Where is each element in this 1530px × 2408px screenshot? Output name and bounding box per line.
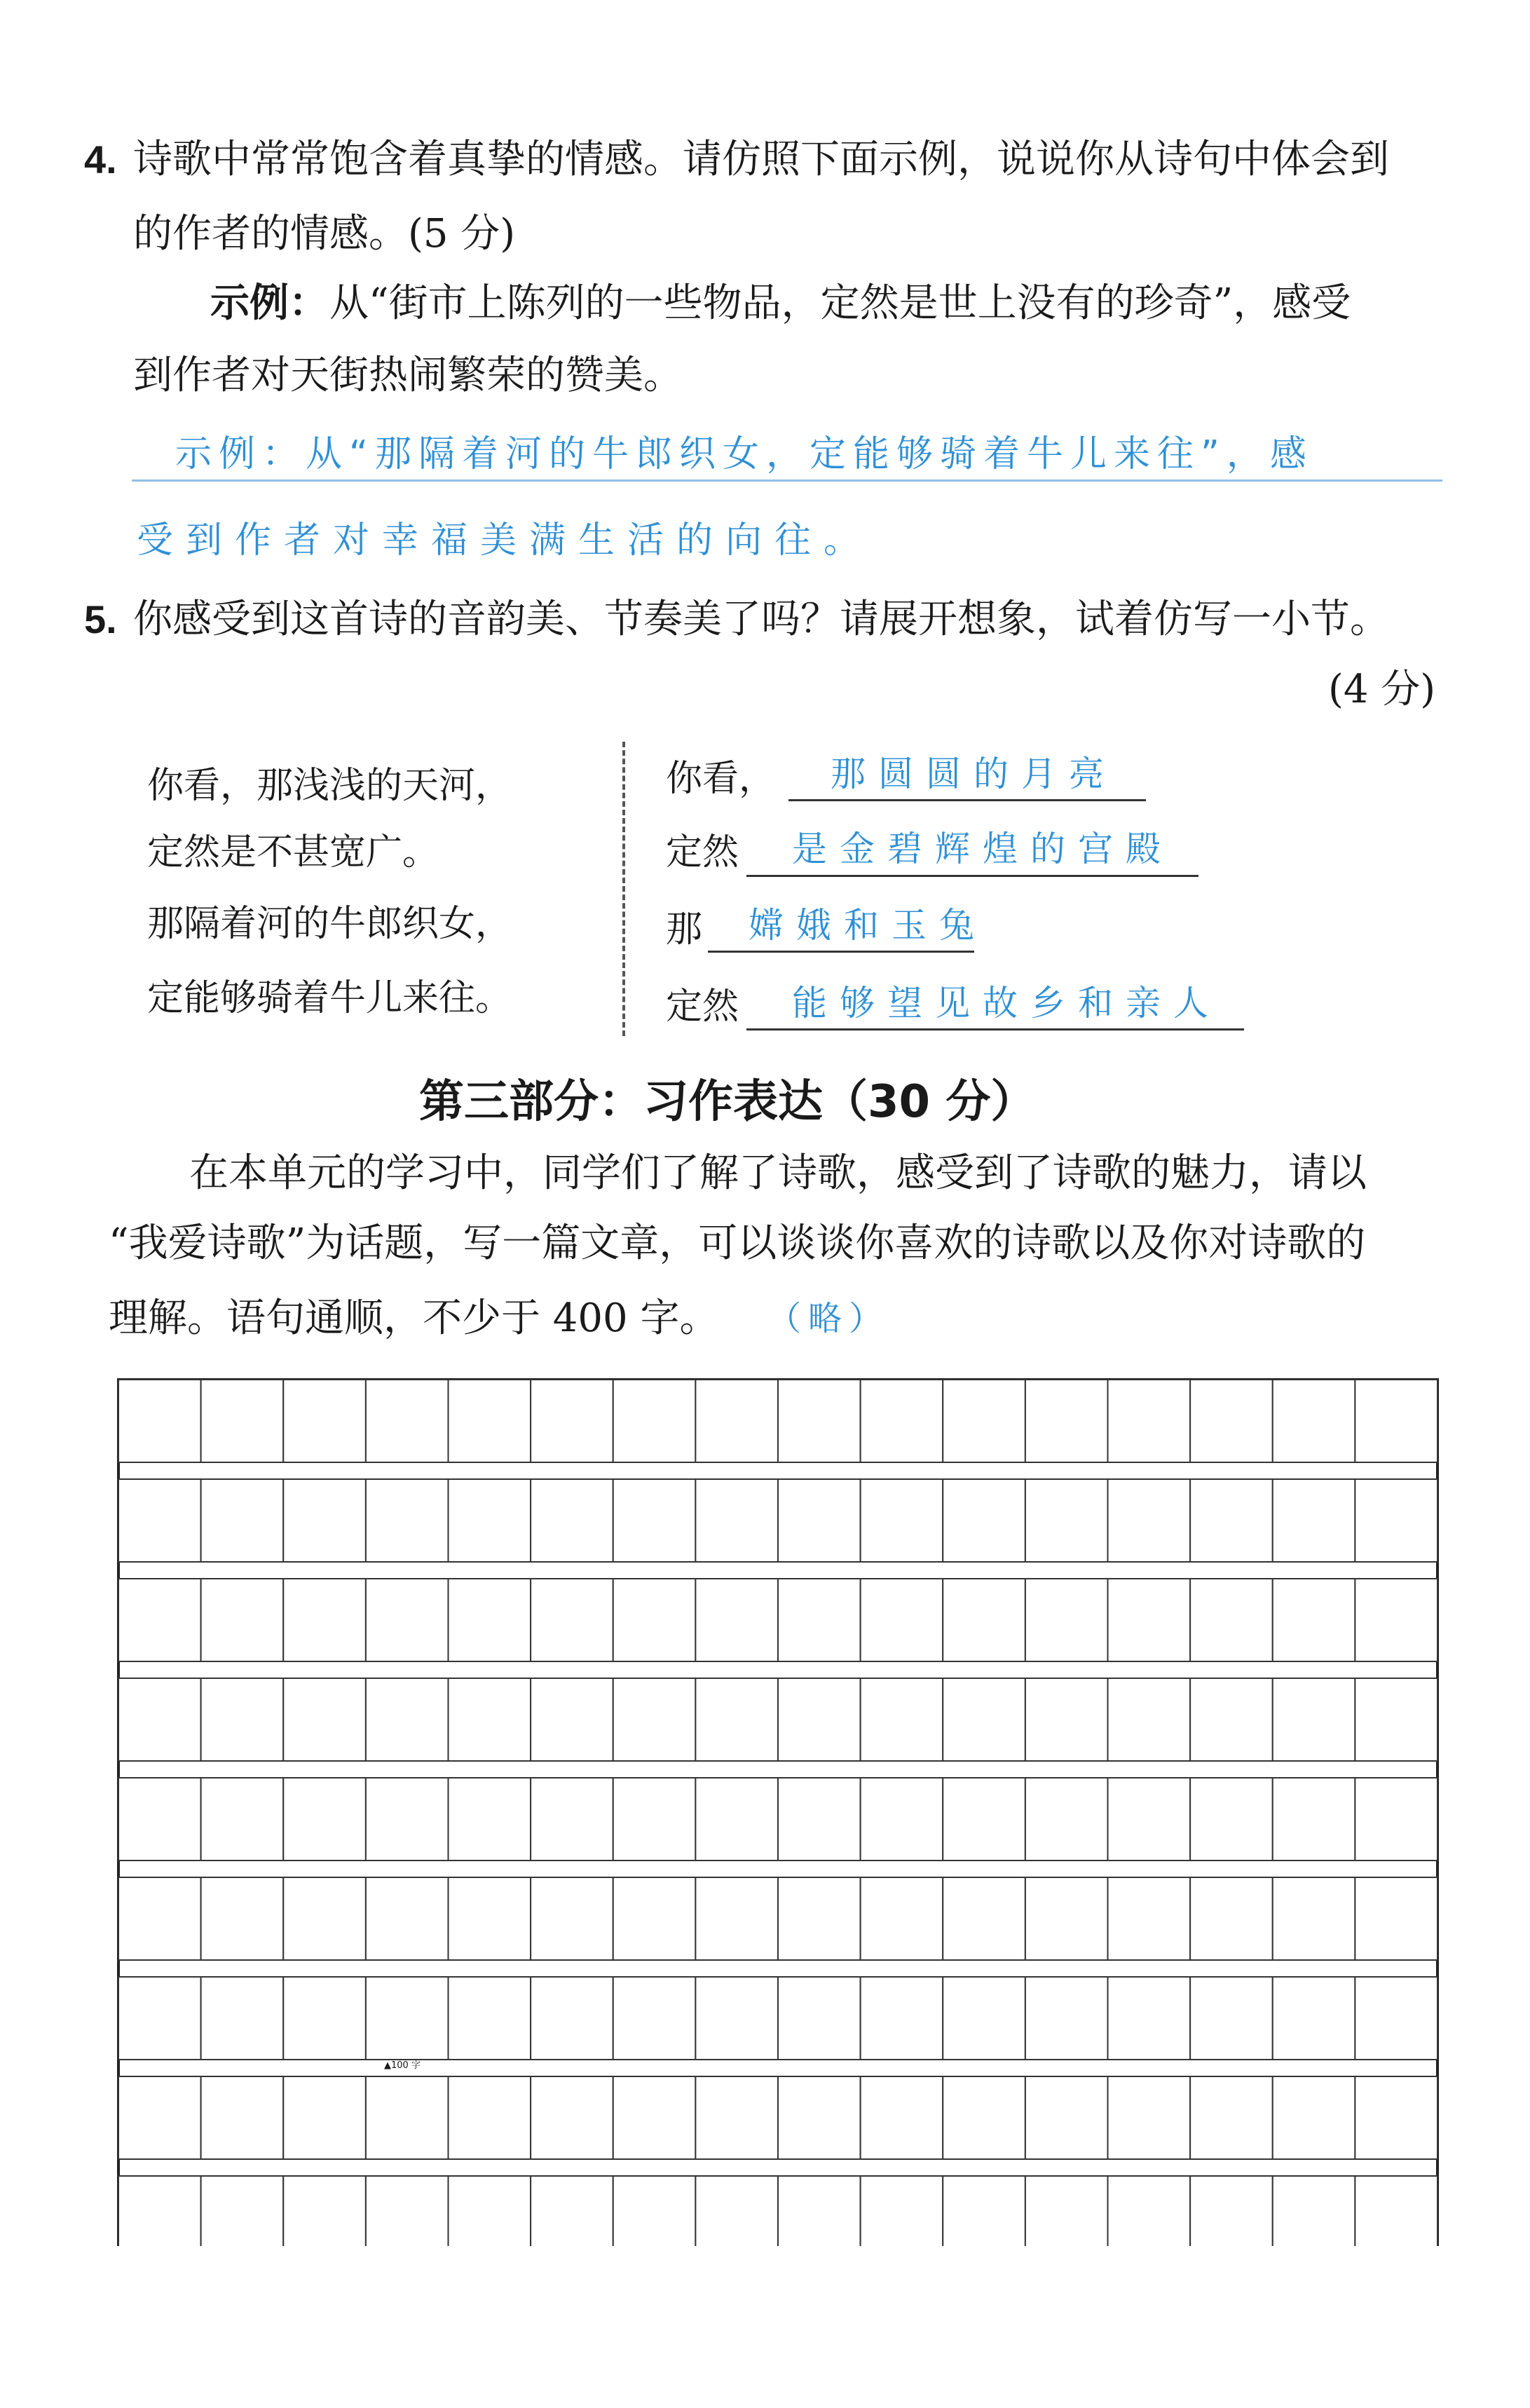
grid-cell [695, 1380, 778, 1462]
grid-cell [1025, 2176, 1108, 2246]
grid-cell [1025, 1778, 1108, 1861]
grid-cell [943, 1778, 1025, 1861]
imitation-blank-3 [708, 951, 974, 953]
grid-cell [861, 1479, 943, 1562]
grid-cell [1355, 1380, 1437, 1462]
grid-cell [531, 1579, 613, 1661]
grid-row [118, 1380, 1437, 1462]
q4-example-line2: 到作者对天街热闹繁荣的赞美。 [133, 353, 683, 398]
grid-cell [1190, 1579, 1273, 1661]
grid-cell [778, 1877, 861, 1960]
grid-cell [1273, 1579, 1355, 1661]
grid-cell [613, 1778, 696, 1861]
grid-cell [531, 1877, 613, 1960]
grid-cell [283, 1579, 366, 1661]
grid-cell [1025, 2076, 1108, 2159]
grid-cell [778, 1778, 861, 1861]
grid-cell [861, 1380, 943, 1462]
grid-cell [283, 1778, 366, 1861]
q4-answer-line2: 受到作者对幸福美满生活的向往。 [137, 519, 873, 562]
grid-cell [449, 1579, 531, 1661]
grid-cell [695, 1678, 778, 1761]
grid-row [118, 1479, 1437, 1562]
grid-cell [1273, 1380, 1355, 1462]
grid-cell [449, 1479, 531, 1562]
grid-cell [449, 2076, 531, 2159]
grid-cell [1273, 1977, 1355, 2060]
grid-row [118, 1678, 1437, 1761]
imitation-answer-4: 能够望见故乡和亲人 [792, 983, 1221, 1023]
grid-row [118, 1877, 1437, 1960]
grid-cell [366, 1977, 449, 2060]
grid-cell [449, 2176, 531, 2246]
grid-cell [943, 2176, 1025, 2246]
imitation-prompt-2: 定然 [666, 831, 739, 873]
grid-cell [778, 1479, 861, 1562]
grid-cell [1355, 1977, 1437, 2060]
grid-cell [1355, 1579, 1437, 1661]
grid-cell [531, 2176, 613, 2246]
grid-cell [1108, 1778, 1191, 1861]
grid-cell [449, 1678, 531, 1761]
grid-cell [1190, 1479, 1273, 1562]
grid-cell [861, 1877, 943, 1960]
poem-line-1: 你看，那浅浅的天河， [147, 765, 512, 807]
grid-cell [1190, 1380, 1273, 1462]
grid-cell [449, 1778, 531, 1861]
grid-cell [778, 2176, 861, 2246]
grid-cell [449, 1977, 531, 2060]
grid-cell [449, 1380, 531, 1462]
writing-grid[interactable] [116, 1377, 1440, 2246]
grid-row [118, 2076, 1437, 2159]
grid-cell [943, 1380, 1025, 1462]
grid-cell [778, 2076, 861, 2159]
grid-100-char-marker: ▲100 字 [384, 2060, 421, 2071]
grid-cell [1190, 1977, 1273, 2060]
grid-cell [1355, 1479, 1437, 1562]
grid-cell [1025, 1977, 1108, 2060]
grid-cell [1108, 1579, 1191, 1661]
grid-cell [201, 1479, 284, 1562]
poem-line-4: 定能够骑着牛儿来往。 [147, 977, 512, 1019]
q4-example-line1: 从“街市上陈列的一些物品，定然是世上没有的珍奇”，感受 [329, 280, 1351, 326]
poem-line-3: 那隔着河的牛郎织女， [147, 903, 512, 945]
grid-cell [201, 1977, 284, 2060]
grid-cell [201, 1579, 284, 1661]
grid-row [118, 1778, 1437, 1861]
grid-cell [283, 2176, 366, 2246]
grid-cell [366, 1579, 449, 1661]
grid-cell [118, 1778, 201, 1861]
grid-cell [861, 1579, 943, 1661]
grid-cell [531, 1977, 613, 2060]
grid-cell [366, 2176, 449, 2246]
grid-cell [943, 1977, 1025, 2060]
imitation-blank-2 [746, 875, 1198, 877]
grid-cell [283, 1678, 366, 1761]
q4-example-label: 示例： [210, 280, 328, 326]
grid-cell [283, 1479, 366, 1562]
grid-cell [943, 1877, 1025, 1960]
grid-cell [613, 2076, 696, 2159]
grid-cell [366, 1877, 449, 1960]
grid-cell [1108, 1479, 1191, 1562]
grid-cell [1273, 1479, 1355, 1562]
grid-cell [1025, 1877, 1108, 1960]
grid-cell [1355, 2176, 1437, 2246]
grid-cell [695, 1977, 778, 2060]
grid-cell [613, 1380, 696, 1462]
grid-cell [613, 1977, 696, 2060]
grid-cell [1273, 1877, 1355, 1960]
grid-row [118, 2176, 1437, 2246]
imitation-prompt-4: 定然 [666, 986, 739, 1028]
grid-cell [861, 1678, 943, 1761]
grid-cell [1108, 2176, 1191, 2246]
grid-cell [118, 2076, 201, 2159]
grid-cell [1190, 1877, 1273, 1960]
grid-cell [1355, 1877, 1437, 1960]
grid-cell [531, 2076, 613, 2159]
grid-cell [118, 1977, 201, 2060]
grid-cell [695, 1778, 778, 1861]
grid-cell [118, 1877, 201, 1960]
grid-cell [613, 2176, 696, 2246]
grid-cell [613, 1877, 696, 1960]
grid-cell [118, 2176, 201, 2246]
grid-cell [118, 1678, 201, 1761]
grid-cell [613, 1678, 696, 1761]
grid-cell [943, 2076, 1025, 2159]
imitation-answer-2: 是金碧辉煌的宫殿 [792, 829, 1173, 869]
grid-cell [861, 2176, 943, 2246]
grid-cell [613, 1579, 696, 1661]
grid-cell [1355, 1778, 1437, 1861]
part3-answer: （略） [767, 1299, 890, 1338]
imitation-blank-4 [746, 1028, 1244, 1030]
grid-cell [283, 1877, 366, 1960]
grid-cell [695, 1877, 778, 1960]
grid-cell [283, 1977, 366, 2060]
q4-question-line2: 的作者的情感。(5 分) [133, 211, 516, 257]
grid-cell [118, 1479, 201, 1562]
grid-cell [1190, 2176, 1273, 2246]
grid-cell [1108, 2076, 1191, 2159]
grid-cell [778, 1678, 861, 1761]
grid-cell [1273, 1778, 1355, 1861]
part3-prompt-line2: “我爱诗歌”为话题，写一篇文章，可以谈谈你喜欢的诗歌以及你对诗歌的 [109, 1220, 1366, 1266]
q5-points: (4 分) [1328, 667, 1436, 712]
grid-cell [1273, 1678, 1355, 1761]
grid-cell [531, 1778, 613, 1861]
part3-prompt-line1: 在本单元的学习中，同学们了解了诗歌，感受到了诗歌的魅力，请以 [189, 1150, 1367, 1196]
imitation-prompt-3: 那 [666, 909, 703, 951]
imitation-blank-1 [788, 799, 1146, 801]
grid-cell [201, 1678, 284, 1761]
grid-cell [283, 1380, 366, 1462]
poem-divider [622, 742, 625, 1036]
part3-prompt-line3: 理解。语句通顺，不少于 400 字。 [109, 1295, 719, 1341]
grid-cell [1190, 1678, 1273, 1761]
grid-cell [366, 1479, 449, 1562]
grid-cell [201, 1778, 284, 1861]
grid-cell [1273, 2076, 1355, 2159]
grid-cell [861, 1778, 943, 1861]
grid-cell [201, 2176, 284, 2246]
grid-cell [943, 1479, 1025, 1562]
q4-question-line1: 诗歌中常常饱含着真挚的情感。请仿照下面示例，说说你从诗句中体会到 [133, 137, 1389, 182]
grid-cell [695, 2076, 778, 2159]
grid-cell [531, 1479, 613, 1562]
grid-cell [1190, 2076, 1273, 2159]
grid-cell [1025, 1579, 1108, 1661]
grid-cell [366, 1380, 449, 1462]
grid-cell [778, 1977, 861, 2060]
grid-cell [613, 1479, 696, 1562]
grid-row [118, 1977, 1437, 2060]
imitation-answer-1: 那圆圆的月亮 [831, 754, 1116, 794]
q4-answer-underline-1 [132, 479, 1442, 482]
grid-cell [1355, 1678, 1437, 1761]
grid-cell [1355, 2076, 1437, 2159]
grid-cell [201, 1380, 284, 1462]
grid-cell [778, 1380, 861, 1462]
grid-cell [861, 1977, 943, 2060]
grid-cell [943, 1579, 1025, 1661]
grid-cell [1025, 1479, 1108, 1562]
grid-cell [366, 2076, 449, 2159]
q5-question-line1: 你感受到这首诗的音韵美、节奏美了吗？请展开想象，试着仿写一小节。 [133, 597, 1389, 642]
grid-cell [118, 1579, 201, 1661]
grid-cell [1273, 2176, 1355, 2246]
grid-cell [1025, 1678, 1108, 1761]
grid-cell [778, 1579, 861, 1661]
grid-cell [201, 1877, 284, 1960]
grid-cell [861, 2076, 943, 2159]
grid-cell [1190, 1778, 1273, 1861]
grid-cell [531, 1380, 613, 1462]
grid-cell [1108, 1877, 1191, 1960]
grid-cell [943, 1678, 1025, 1761]
grid-cell [1108, 1977, 1191, 2060]
imitation-prompt-1: 你看， [666, 758, 776, 800]
grid-row [118, 1579, 1437, 1661]
grid-cell [118, 1380, 201, 1462]
grid-cell [449, 1877, 531, 1960]
grid-cell [695, 1479, 778, 1562]
poem-line-2: 定然是不甚宽广。 [147, 831, 439, 873]
q5-number: 5. [84, 597, 117, 641]
q4-number: 4. [84, 137, 117, 182]
grid-cell [1108, 1380, 1191, 1462]
grid-cell [1108, 1678, 1191, 1761]
part3-title: 第三部分：习作表达（30 分） [419, 1076, 1036, 1128]
q4-answer-line1: 示例：从“那隔着河的牛郎织女，定能够骑着牛儿来往”，感 [175, 433, 1313, 475]
grid-cell [366, 1678, 449, 1761]
imitation-answer-3: 嫦娥和玉兔 [749, 905, 987, 946]
grid-cell [366, 1778, 449, 1861]
grid-cell [531, 1678, 613, 1761]
grid-cell [1025, 1380, 1108, 1462]
grid-cell [695, 1579, 778, 1661]
grid-cell [283, 2076, 366, 2159]
grid-cell [695, 2176, 778, 2246]
grid-cell [201, 2076, 284, 2159]
